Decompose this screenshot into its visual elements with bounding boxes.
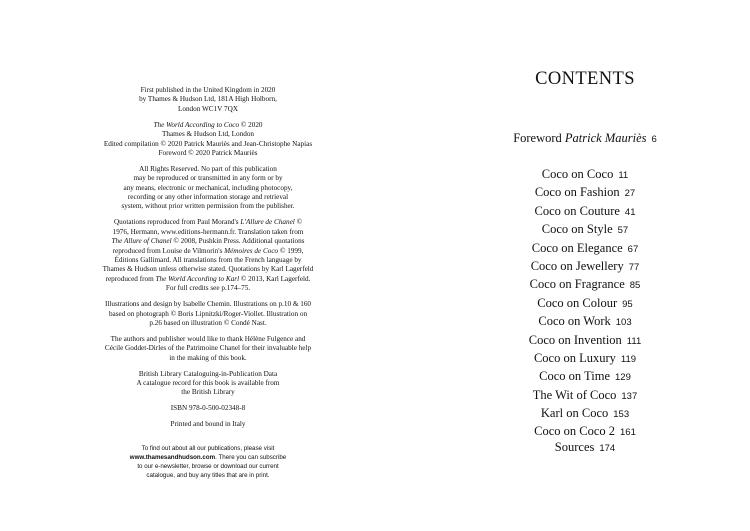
table-of-contents: [470, 165, 700, 441]
printed-block: [88, 420, 328, 429]
quotations-line: Éditions Gallimard. All translations from the French language by: [114, 256, 302, 264]
illustrations-line: based on photograph © Boris Lipnitzki/Roger-Viollet. Illustration on: [108, 309, 308, 318]
thanks-line: in the making of this book.: [169, 353, 247, 362]
contents-heading: CONTENTS: [535, 69, 635, 89]
quoted-title: The Allure of Chanel: [111, 237, 172, 246]
page-number: 129: [615, 372, 631, 384]
book-title: The World According to Coco: [153, 120, 240, 129]
thanks-line: Cécile Goddet-Dirles of the Patrimoine Chanel for their invaluable help: [104, 344, 312, 353]
isbn: ISBN 978-0-500-02348-8: [170, 404, 246, 413]
page-number: 41: [624, 206, 636, 218]
copyright-page: [88, 86, 328, 480]
toc-entry[interactable]: [470, 220, 700, 238]
chapter-title: Coco on Couture: [534, 203, 620, 218]
cip-block: [88, 370, 328, 398]
page-number: 119: [620, 353, 637, 365]
more-info-line: To find out about all our publications, please visit: [141, 444, 275, 452]
toc-entry[interactable]: [470, 275, 700, 293]
toc-entry[interactable]: [470, 202, 700, 220]
toc-entry[interactable]: [470, 349, 700, 367]
toc-entry[interactable]: [470, 367, 700, 385]
chapter-title: Coco on Time: [539, 369, 610, 384]
page-number: 161: [620, 427, 636, 439]
quotations-text: © 2008, Pushkin Press. Additional quotations: [171, 237, 305, 246]
foreword-author: Patrick Mauriès: [564, 131, 647, 145]
chapter-title: Karl on Coco: [540, 406, 609, 421]
quotations-text: reproduced from Louise de Vilmorin's: [112, 246, 225, 255]
illustrations-block: [88, 300, 328, 328]
quotations-text: ©: [294, 218, 303, 227]
chapter-title: Coco on Colour: [537, 295, 618, 310]
first-published-line: by Thames & Hudson Ltd, 181A High Holborn,: [139, 95, 277, 104]
chapter-title: Coco on Coco: [541, 167, 614, 181]
page-number: 57: [617, 225, 629, 237]
rights-line: system, without prior written permission from the publisher.: [121, 202, 295, 211]
chapter-title: Coco on Style: [541, 222, 613, 237]
page-number: 27: [624, 188, 636, 200]
quoted-title: The World According to Karl: [155, 274, 240, 283]
quotations-line: For full credits see p.174–75.: [165, 284, 251, 293]
toc-sources[interactable]: [470, 440, 700, 455]
more-info-block: [88, 444, 328, 480]
copyright-title-line: [88, 121, 328, 130]
quotations-block: [88, 218, 328, 293]
chapter-title: Coco on Elegance: [531, 240, 623, 255]
quotations-line: Thames & Hudson unless otherwise stated. Quotations by Karl Lagerfeld: [102, 265, 314, 274]
toc-foreword[interactable]: [470, 131, 700, 146]
cip-line: British Library Cataloguing-in-Publication Data: [138, 369, 278, 378]
toc-entry[interactable]: [470, 331, 700, 349]
chapter-title: Coco on Fashion: [534, 185, 620, 200]
chapter-title: The Wit of Coco: [532, 387, 617, 402]
chapter-title: Coco on Invention: [528, 332, 622, 347]
illustrations-line: Illustrations and design by Isabelle Chemin. Illustrations on p.10 & 160: [104, 300, 312, 309]
printed-in: Printed and bound in Italy: [170, 420, 246, 429]
rights-block: [88, 165, 328, 212]
toc-entry[interactable]: [470, 165, 700, 183]
toc-entry[interactable]: [470, 386, 700, 404]
toc-entry[interactable]: [470, 312, 700, 330]
page-number: 174: [599, 443, 616, 454]
toc-entry[interactable]: [470, 257, 700, 275]
page-number: 85: [629, 280, 641, 292]
copyright-line: Edited compilation © 2020 Patrick Mauriès and Jean-Christophe Napias: [103, 139, 313, 148]
quotations-line: [88, 275, 328, 284]
rights-line: any means, electronic or mechanical, including photocopy,: [123, 183, 293, 192]
quoted-title: L'Allure de Chanel: [240, 218, 295, 227]
copyright-year: © 2020: [239, 120, 263, 129]
publisher-website-link[interactable]: www.thamesandhudson.com: [129, 453, 216, 461]
quotations-line: [88, 247, 328, 256]
quoted-title: Mémoires de Coco: [224, 246, 279, 255]
quotations-line: [88, 237, 328, 246]
quotations-text: reproduced from: [105, 274, 156, 283]
cip-line: the British Library: [181, 388, 235, 397]
cip-line: A catalogue record for this book is available from: [136, 378, 280, 387]
quotations-text: © 2013, Karl Lagerfeld.: [239, 274, 311, 283]
rights-line: may be reproduced or transmitted in any form or by: [133, 174, 283, 183]
toc-entry[interactable]: [470, 294, 700, 312]
chapter-title: Coco on Luxury: [533, 350, 616, 365]
toc-entry[interactable]: [470, 183, 700, 201]
chapter-title: Coco on Coco 2: [534, 424, 616, 439]
quotations-line: 1976, Hermann, www.editions-hermann.fr. Translation taken from: [112, 227, 304, 236]
isbn-block: [88, 404, 328, 413]
chapter-title: Coco on Fragrance: [529, 277, 625, 292]
foreword-label: Foreword: [513, 131, 565, 145]
rights-line: recording or any other information storage and retrieval: [127, 193, 289, 202]
chapter-title: Coco on Jewellery: [530, 258, 624, 273]
rights-line: All Rights Reserved. No part of this publication: [139, 164, 277, 173]
page-number: 103: [615, 317, 632, 329]
toc-entry[interactable]: [470, 422, 700, 440]
first-published-line: London WC1V 7QX: [177, 104, 239, 113]
more-info-line: [88, 453, 328, 462]
page-number: 77: [628, 261, 640, 273]
page-number: 67: [627, 243, 639, 255]
page-number: 137: [621, 390, 638, 402]
toc-entry[interactable]: [470, 239, 700, 257]
sources-label: Sources: [554, 440, 595, 454]
more-info-line: to our e-newsletter, browse or download our current: [137, 462, 279, 470]
thanks-line: The authors and publisher would like to thank Hélène Fulgence and: [110, 334, 306, 343]
page-number: 111: [626, 335, 642, 347]
copyright-block: [88, 121, 328, 159]
copyright-line: Thames & Hudson Ltd, London: [161, 130, 255, 139]
page-number: 6: [651, 134, 657, 145]
illustrations-line: p.26 based on illustration © Condé Nast.: [149, 318, 267, 327]
page-number: 153: [613, 409, 630, 421]
quotations-line: [88, 218, 328, 227]
quotations-text: © 1999,: [278, 246, 304, 255]
thanks-block: [88, 335, 328, 363]
quotations-text: Quotations reproduced from Paul Morand's: [113, 218, 241, 227]
toc-entry[interactable]: [470, 404, 700, 422]
copyright-line: Foreword © 2020 Patrick Mauriès: [158, 148, 258, 157]
page-number: 95: [622, 298, 633, 310]
first-published-line: First published in the United Kingdom in 2020: [140, 86, 276, 94]
more-info-text: . There you can subscribe: [215, 453, 287, 461]
chapter-title: Coco on Work: [538, 314, 611, 329]
first-published-block: [88, 86, 328, 114]
more-info-line: catalogue, and buy any titles that are in print.: [146, 471, 270, 479]
page-number: 11: [618, 170, 629, 181]
